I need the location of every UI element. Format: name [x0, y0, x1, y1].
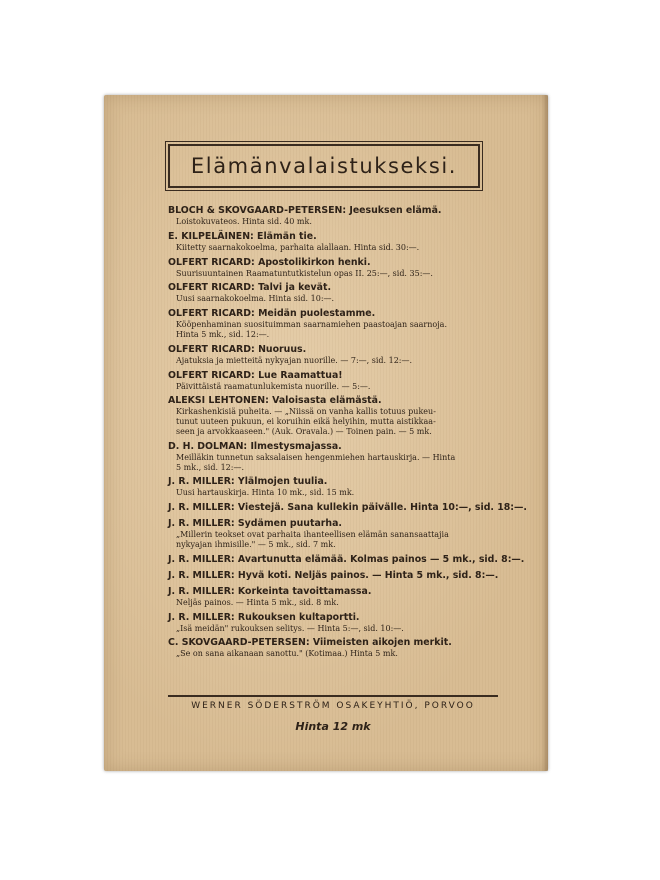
entry-description: „Se on sana aikanaan sanottu." (Kotimaa.) Hinta 5 mk. [176, 649, 398, 659]
book-entry [168, 257, 498, 279]
entry-description: nykyajan ihmisille." — 5 mk., sid. 7 mk. [176, 539, 336, 549]
entry-heading: J. R. MILLER: Korkeinta tavoittamassa. [168, 585, 372, 597]
book-entry [168, 282, 498, 304]
title-frame [168, 144, 480, 188]
entry-heading: E. KILPELÄINEN: Elämän tie. [168, 230, 317, 242]
entry-description: Neljäs painos. — Hinta 5 mk., sid. 8 mk. [176, 597, 339, 607]
book-entry [168, 370, 498, 392]
book-entry [168, 586, 498, 608]
entry-heading: D. H. DOLMAN: Ilmestysmajassa. [168, 440, 342, 452]
entry-description: tunut uuteen pukuun, ei koruihin eikä helyihin, mutta aistikkaa- [176, 417, 436, 427]
entry-heading: OLFERT RICARD: Meidän puolestamme. [168, 308, 376, 320]
entry-heading: OLFERT RICARD: Lue Raamattua! [168, 369, 343, 381]
cover-title: Elämänvalaistukseksi. [190, 154, 458, 178]
entry-heading: J. R. MILLER: Hyvä koti. Neljäs painos. — Hinta 5 mk., sid. 8:—. [168, 569, 499, 581]
entry-heading: OLFERT RICARD: Apostolikirkon henki. [168, 256, 371, 268]
entry-description: „Isä meidän" rukouksen selitys. — Hinta 5:—, sid. 10:—. [176, 623, 404, 633]
book-entry [168, 441, 498, 473]
entry-description: Loistokuvateos. Hinta sid. 40 mk. [176, 217, 312, 226]
entry-heading: J. R. MILLER: Avartunutta elämää. Kolmas painos — 5 mk., sid. 8:—. [168, 553, 525, 565]
book-entry [168, 231, 498, 253]
entry-description: Hinta 5 mk., sid. 12:—. [176, 329, 270, 339]
book-entry [168, 518, 498, 550]
entry-heading: BLOCH & SKOVGAARD-PETERSEN: Jeesuksen elämä. [168, 205, 442, 216]
publisher-line: WERNER SÖDERSTRÖM OSAKEYHTIÖ, PORVOO [168, 695, 498, 711]
book-entry [168, 553, 525, 566]
book-entry [168, 476, 498, 498]
entry-description: Ajatuksia ja mietteitä nykyajan nuorille. — 7:—, sid. 12:—. [176, 355, 413, 365]
book-entry [168, 637, 498, 659]
entry-heading: OLFERT RICARD: Talvi ja kevät. [168, 282, 332, 294]
book-entry [168, 308, 498, 340]
entry-description: seen ja arvokkaaseen." (Auk. Oravala.) — Toinen pain. — 5 mk. [176, 426, 432, 436]
entry-heading: ALEKSI LEHTONEN: Valoisasta elämästä. [168, 395, 382, 407]
entry-description: „Millerin teokset ovat parhaita ihanteellisen elämän sanansaattajia [176, 530, 449, 540]
entry-heading: J. R. MILLER: Sydämen puutarha. [168, 518, 342, 530]
book-entry [168, 395, 498, 436]
entry-heading: J. R. MILLER: Viestejä. Sana kullekin päivälle. Hinta 10:—, sid. 18:—. [168, 502, 527, 514]
cover-edge-shadow [542, 95, 548, 771]
book-back-cover [104, 95, 548, 771]
book-entry [168, 612, 498, 634]
entry-description: Kirkashenkisiä puheita. — „Niissä on vanha kallis totuus pukeu- [176, 407, 436, 417]
entry-heading: J. R. MILLER: Ylälmojen tuulia. [168, 476, 328, 488]
entry-heading: OLFERT RICARD: Nuoruus. [168, 343, 307, 355]
entry-heading: J. R. MILLER: Rukouksen kultaportti. [168, 611, 360, 623]
entry-description: Uusi saarnakokoelma. Hinta sid. 10:—. [176, 294, 335, 304]
entry-description: Kööpenhaminan suosituimman saarnamiehen paastoajan saarnoja. [176, 320, 447, 330]
price-label: Hinta 12 mk [295, 720, 371, 733]
entry-description: Päivittäistä raamatunlukemista nuorille. — 5:—. [176, 381, 371, 391]
book-entry [168, 502, 527, 514]
book-entry [168, 205, 498, 227]
entry-description: Kiitetty saarnakokoelma, parhaita alallaan. Hinta sid. 30:—. [176, 242, 420, 252]
book-list [168, 205, 527, 663]
entry-description: Uusi hartauskirja. Hinta 10 mk., sid. 15 mk. [176, 488, 355, 498]
entry-description: Meilläkin tunnetun saksalaisen hengenmiehen hartauskirja. — Hinta [176, 452, 456, 462]
entry-description: Suurisuuntainen Raamatuntutkistelun opas II. 25:—, sid. 35:—. [176, 268, 433, 278]
book-entry [168, 570, 498, 582]
entry-heading: C. SKOVGAARD-PETERSEN: Viimeisten aikojen merkit. [168, 637, 452, 649]
entry-description: 5 mk., sid. 12:—. [176, 462, 244, 472]
book-entry [168, 344, 498, 366]
